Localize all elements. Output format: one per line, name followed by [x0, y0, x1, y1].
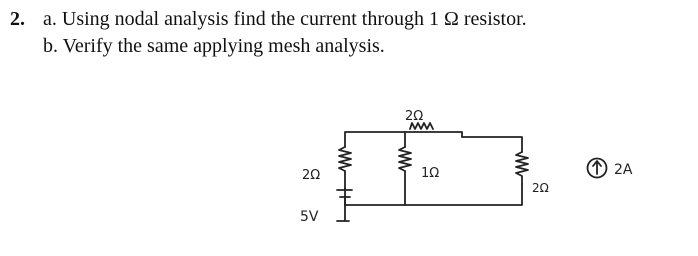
voltage-source-label: 5V	[300, 209, 319, 225]
top-resistor-label: 2Ω	[405, 109, 424, 124]
left-resistor-label: 2Ω	[302, 168, 321, 183]
question-part-b: b. Verify the same applying mesh analysis.	[43, 35, 385, 57]
question-part-a: a. Using nodal analysis find the current through 1 Ω resistor.	[43, 8, 527, 30]
middle-resistor-label: 1Ω	[421, 166, 440, 181]
bottom-wire	[345, 184, 522, 205]
current-source-arrow-icon	[593, 161, 601, 174]
left-resistor-icon	[339, 147, 351, 171]
question-number: 2.	[10, 8, 25, 30]
right-resistor-label: 2Ω	[532, 181, 549, 195]
top-wire-right	[462, 137, 522, 152]
current-source-label: 2A	[614, 162, 633, 178]
right-resistor-icon	[516, 152, 528, 184]
top-wire-left	[345, 132, 462, 147]
middle-resistor-icon	[399, 147, 411, 171]
battery-lower-lead	[337, 197, 349, 221]
